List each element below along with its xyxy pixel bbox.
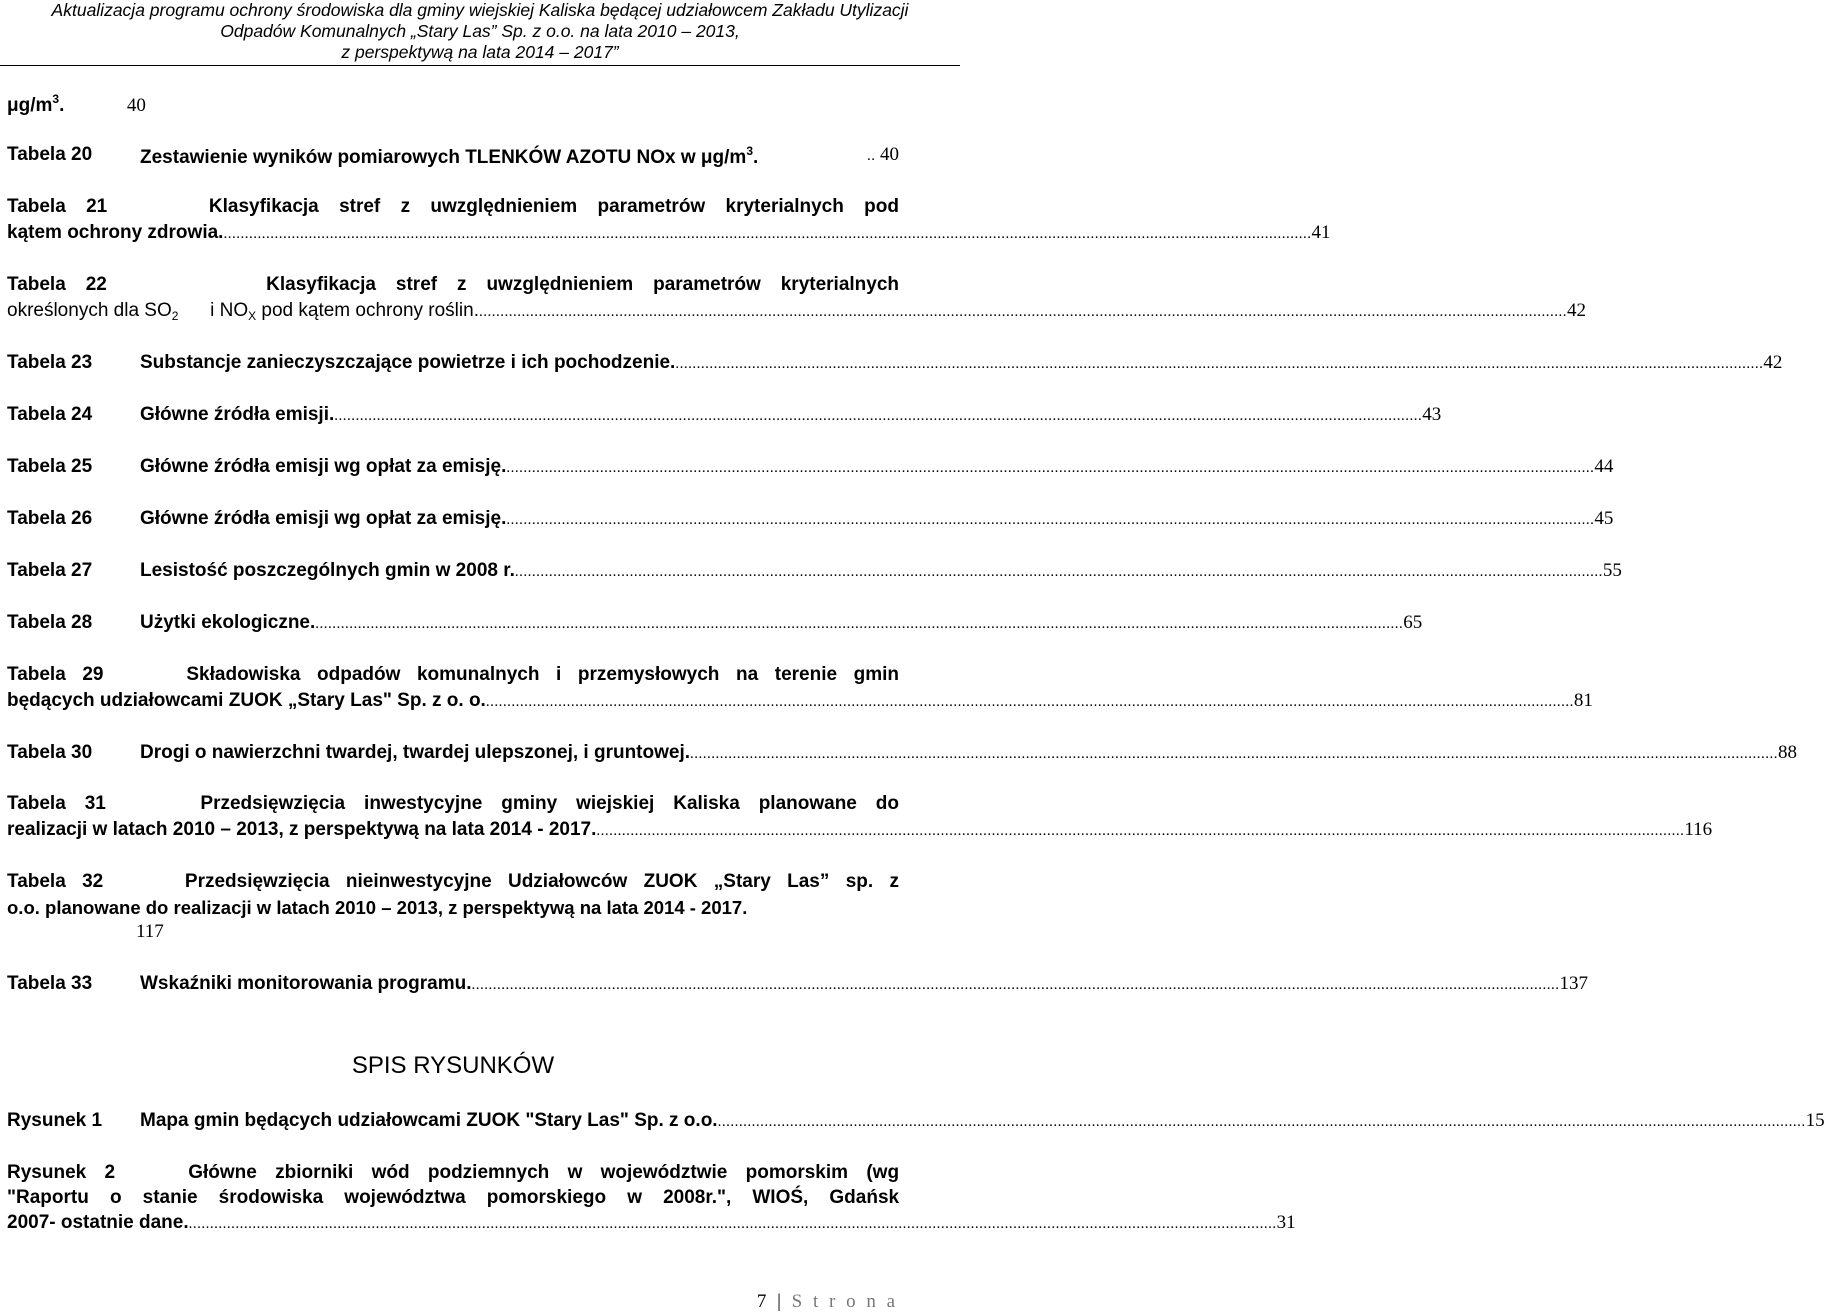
page-number: 15 (1805, 1110, 1825, 1131)
continued-sup: 3 (52, 92, 60, 106)
page-number: 116 (1684, 819, 1713, 840)
toc-entry-tabela-33[interactable] (7, 973, 1588, 999)
leader: będących udziałowcami ZUOK „Stary Las" Sp. z o. o. ................................................................................................................................................................................................................................................................ 81 (7, 690, 1593, 711)
page-number: 41 (1311, 222, 1331, 243)
toc-entry-tabela-29-line-1[interactable]: Tabela 29 Składowiska odpadów komunalnych i przemysłowych na terenie gmin (7, 664, 900, 685)
entry-label: Tabela 25 (7, 456, 93, 477)
toc-entry-tabela-27[interactable] (7, 560, 1622, 586)
toc-entry-rysunek-2-line-3[interactable] (7, 1212, 1296, 1238)
continued-text: μg/m (7, 95, 53, 116)
toc-entry-rysunek-2-line-2[interactable]: "Raportu o stanie środowiska województwa pomorskiego w 2008r.", WIOŚ, Gdańsk (7, 1187, 900, 1208)
footer-separator: | (777, 1291, 784, 1312)
toc-entry-tabela-29-line-2[interactable] (7, 690, 1593, 716)
leader: Lesistość poszczególnych gmin w 2008 r. ................................................................................................................................................................................................................................................................ 55 (140, 560, 1622, 581)
page-number: 40 (880, 144, 899, 165)
running-header (0, 0, 960, 66)
leader: Główne źródła emisji. ................................................................................................................................................................................................................................................................ 43 (140, 404, 1442, 425)
toc-entry-tabela-22-line-2[interactable] (7, 300, 1586, 326)
footer-label: S t r o n a (791, 1291, 898, 1312)
toc-entry-rysunek-1[interactable] (7, 1110, 1825, 1136)
entry-label: Tabela 20 (7, 144, 93, 165)
leader: Drogi o nawierzchni twardej, twardej ulepszonej, i gruntowej. ................................................................................................................................................................................................................................................................ 88 (140, 742, 1798, 763)
leader: Mapa gmin będących udziałowcami ZUOK "Stary Las" Sp. z o.o. ................................................................................................................................................................................................................................................................ 15 (140, 1110, 1825, 1131)
toc-entry-tabela-31-line-1[interactable]: Tabela 31 Przedsięwzięcia inwestycyjne gminy wiejskiej Kaliska planowane do (7, 793, 900, 814)
leader: Użytki ekologiczne. ................................................................................................................................................................................................................................................................ 65 (140, 612, 1423, 633)
leader: 2007- ostatnie dane. ................................................................................................................................................................................................................................................................ 31 (7, 1212, 1296, 1233)
toc-entry-rysunek-2-line-1[interactable]: Rysunek 2 Główne zbiorniki wód podziemnych w województwie pomorskim (wg (7, 1162, 900, 1183)
page-number: 137 (1559, 973, 1588, 994)
toc-entry-tabela-30[interactable] (7, 742, 1798, 768)
page-number: 43 (1422, 404, 1442, 425)
toc-entry-tabela-24[interactable] (7, 404, 1442, 430)
page-number: 81 (1573, 690, 1593, 711)
page-number: 44 (1594, 456, 1614, 477)
toc-entry-tabela-21-line-2[interactable] (7, 222, 1331, 248)
toc-entry-tabela-20[interactable] (7, 144, 899, 170)
toc-entry-tabela-21-line-1[interactable]: Tabela 21 Klasyfikacja stref z uwzględnieniem parametrów kryterialnych pod (7, 196, 899, 217)
toc-entry-tabela-23[interactable] (7, 352, 1783, 378)
entry-label: Tabela 30 (7, 742, 93, 763)
header-line-1: Aktualizacja programu ochrony środowiska dla gminy wiejskiej Kaliska będącej udziałowcem Zakładu Utylizacji (51, 0, 909, 20)
toc-entry-tabela-25[interactable] (7, 456, 1614, 482)
entry-label: Rysunek 1 (7, 1110, 103, 1131)
leader: Główne źródła emisji wg opłat za emisję. ................................................................................................................................................................................................................................................................ 44 (140, 456, 1614, 477)
leader: .. 40 (867, 144, 899, 165)
toc-entry-tabela-32-line-2: o.o. planowane do realizacji w latach 2010 – 2013, z perspektywą na lata 2014 - 2017. (7, 897, 748, 918)
toc-entry-tabela-28[interactable] (7, 612, 1423, 638)
page-footer (757, 1291, 898, 1313)
entry-title: Zestawienie wyników pomiarowych TLENKÓW AZOTU NOx w $\mu g/m^3$. (140, 144, 759, 168)
entry-label: Tabela 24 (7, 404, 93, 425)
entry-label: Tabela 23 (7, 352, 93, 373)
page-number: 42 (1566, 300, 1586, 321)
page-number: 55 (1602, 560, 1622, 581)
entry-label: Tabela 27 (7, 560, 93, 581)
page-number: 117 (136, 921, 164, 942)
header-line-3: z perspektywą na lata 2014 – 2017” (341, 42, 619, 62)
page-number: 88 (1778, 742, 1798, 763)
leader: Wskaźniki monitorowania programu. ................................................................................................................................................................................................................................................................ 137 (140, 973, 1588, 994)
continued-entry[interactable] (7, 92, 146, 117)
page-number: 31 (1276, 1212, 1296, 1233)
footer-page-number: 7 (756, 1291, 770, 1312)
toc-entry-tabela-26[interactable] (7, 508, 1614, 534)
entry-label: Tabela 33 (7, 973, 93, 994)
figures-heading: SPIS RYSUNKÓW (351, 1052, 555, 1079)
page-number: 40 (126, 95, 146, 116)
continued-tail: . (59, 95, 65, 116)
header-line-2: Odpadów Komunalnych „Stary Las” Sp. z o.o. na lata 2010 – 2013, (220, 21, 740, 41)
page-number: 45 (1594, 508, 1614, 529)
toc-entry-tabela-32-line-1[interactable]: Tabela 32 Przedsięwzięcia nieinwestycyjne Udziałowców ZUOK „Stary Las” sp. z (7, 871, 899, 892)
leader: kątem ochrony zdrowia. ................................................................................................................................................................................................................................................................ 41 (7, 222, 1331, 243)
leader: Substancje zanieczyszczające powietrze i ich pochodzenie. ................................................................................................................................................................................................................................................................ 42 (140, 352, 1783, 373)
toc-entry-tabela-22-line-1[interactable]: Tabela 22 Klasyfikacja stref z uwzględnieniem parametrów kryterialnych (7, 274, 900, 295)
leader: określonych dla $SO_2$ i $NO_X$ pod kątem ochrony roślin. ................................................................................................................................................................................................................................................................ 42 (7, 300, 1586, 323)
entry-label: Tabela 26 (7, 508, 93, 529)
entry-label: Tabela 28 (7, 612, 93, 633)
page-number: 42 (1763, 352, 1783, 373)
leader: Główne źródła emisji wg opłat za emisję. ................................................................................................................................................................................................................................................................ 45 (140, 508, 1614, 529)
toc-entry-tabela-31-line-2[interactable] (7, 819, 1713, 845)
page-number: 65 (1403, 612, 1423, 633)
leader: realizacji w latach 2010 – 2013, z perspektywą na lata 2014 - 2017. ................................................................................................................................................................................................................................................................ 116 (7, 819, 1713, 840)
